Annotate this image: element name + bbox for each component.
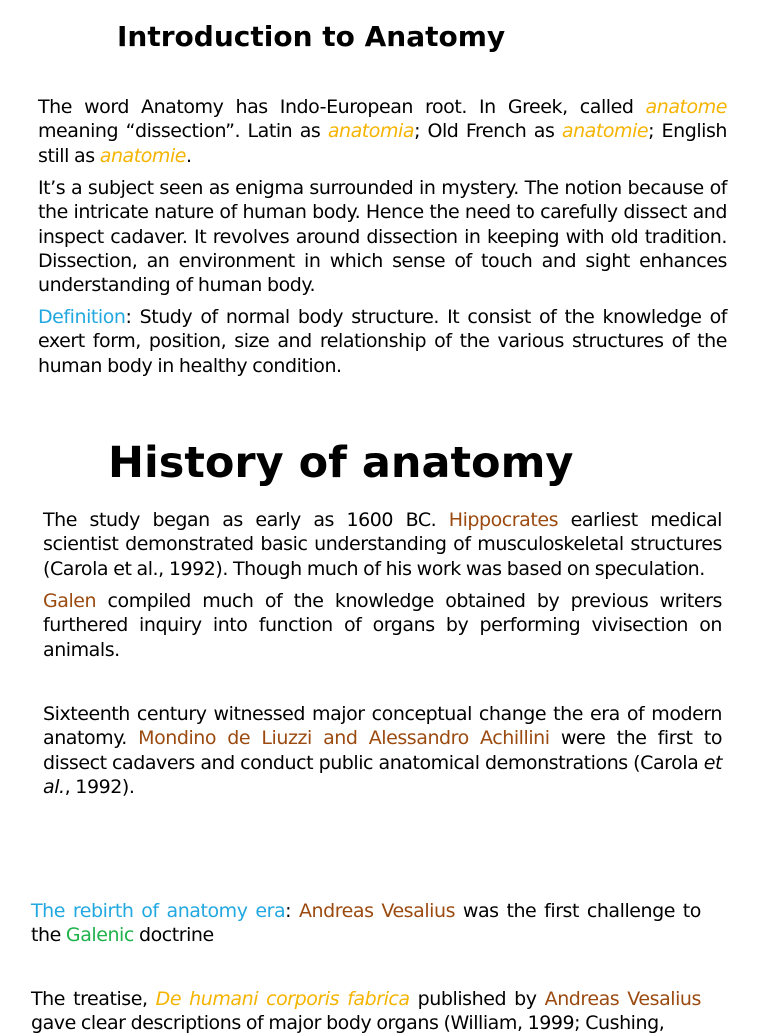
text: ; English still as	[38, 120, 728, 167]
definition-label: Definition	[38, 306, 126, 328]
term-greek: anatome	[645, 96, 727, 118]
definition-text: : Study of normal body structure. It consist of the knowledge of exert form, position, size and relationship of the various structures of the human body in healthy condition.	[38, 306, 727, 377]
history-paragraph-sixteenth-century	[43, 702, 722, 799]
text: doctrine	[133, 924, 214, 947]
intro-paragraph-etymology	[38, 95, 727, 168]
text: compiled much of the knowledge obtained by previous writers furthered inquiry into function of organs by performing vivisection on animals.	[43, 590, 722, 661]
era-label: The rebirth of anatomy era	[31, 900, 286, 922]
term-old-french: anatomie	[561, 120, 649, 143]
et-al: et al.	[43, 751, 722, 798]
name-vesalius: Andreas Vesalius	[298, 900, 456, 922]
intro-paragraph-enigma: It’s a subject seen as enigma surrounded in mystery. The notion because of the intricate nature of human body. Hence the need to carefully dissect and inspect cadaver. It revolves around dissection in keeping with old tradition. Dissection, an environment in which sense of touch and sight enhances understanding of human body.	[38, 177, 727, 297]
term-english: anatomie	[99, 144, 187, 167]
text: gave clear descriptions of major body organs (William, 1999; Cushing,	[31, 1012, 665, 1035]
names-mondino-achillini: Mondino de Liuzzi and Alessandro Achillini	[138, 727, 550, 750]
history-paragraph-galen	[43, 589, 722, 662]
intro-paragraph-definition	[38, 305, 727, 378]
page-title: Introduction to Anatomy	[117, 20, 506, 53]
text: ; Old French as	[414, 120, 562, 143]
name-vesalius: Andreas Vesalius	[544, 988, 701, 1010]
history-paragraph-fabrica	[31, 987, 701, 1036]
history-paragraph-hippocrates	[43, 508, 722, 581]
text: The word Anatomy has Indo-European root. In Greek, called	[38, 96, 646, 118]
text: The study began as early as 1600 BC.	[43, 509, 449, 531]
text: Sixteenth century witnessed major conceptual change the era of modern anatomy.	[43, 703, 722, 750]
term-latin: anatomia	[327, 120, 415, 143]
text: The treatise,	[31, 988, 156, 1010]
text: :	[285, 900, 299, 922]
text: , 1992).	[64, 775, 135, 798]
galenic-term: Galenic	[65, 924, 134, 947]
text: published by	[409, 988, 545, 1010]
name-galen: Galen	[43, 590, 97, 612]
book-title: De humani corporis fabrica	[155, 988, 410, 1010]
history-paragraph-rebirth	[31, 899, 701, 948]
text: meaning “dissection”. Latin as	[38, 120, 328, 143]
text: .	[186, 144, 192, 167]
section-title-history: History of anatomy	[108, 438, 574, 488]
name-hippocrates: Hippocrates	[448, 509, 559, 531]
text: was the first challenge to the	[31, 900, 701, 947]
text: were the first to dissect cadavers and conduct public anatomical demonstrations (Carola	[43, 727, 722, 774]
text: earliest medical scientist demonstrated basic understanding of musculoskeletal structures (Carola et al., 1992). Though much of his work was based on speculation.	[43, 509, 722, 580]
